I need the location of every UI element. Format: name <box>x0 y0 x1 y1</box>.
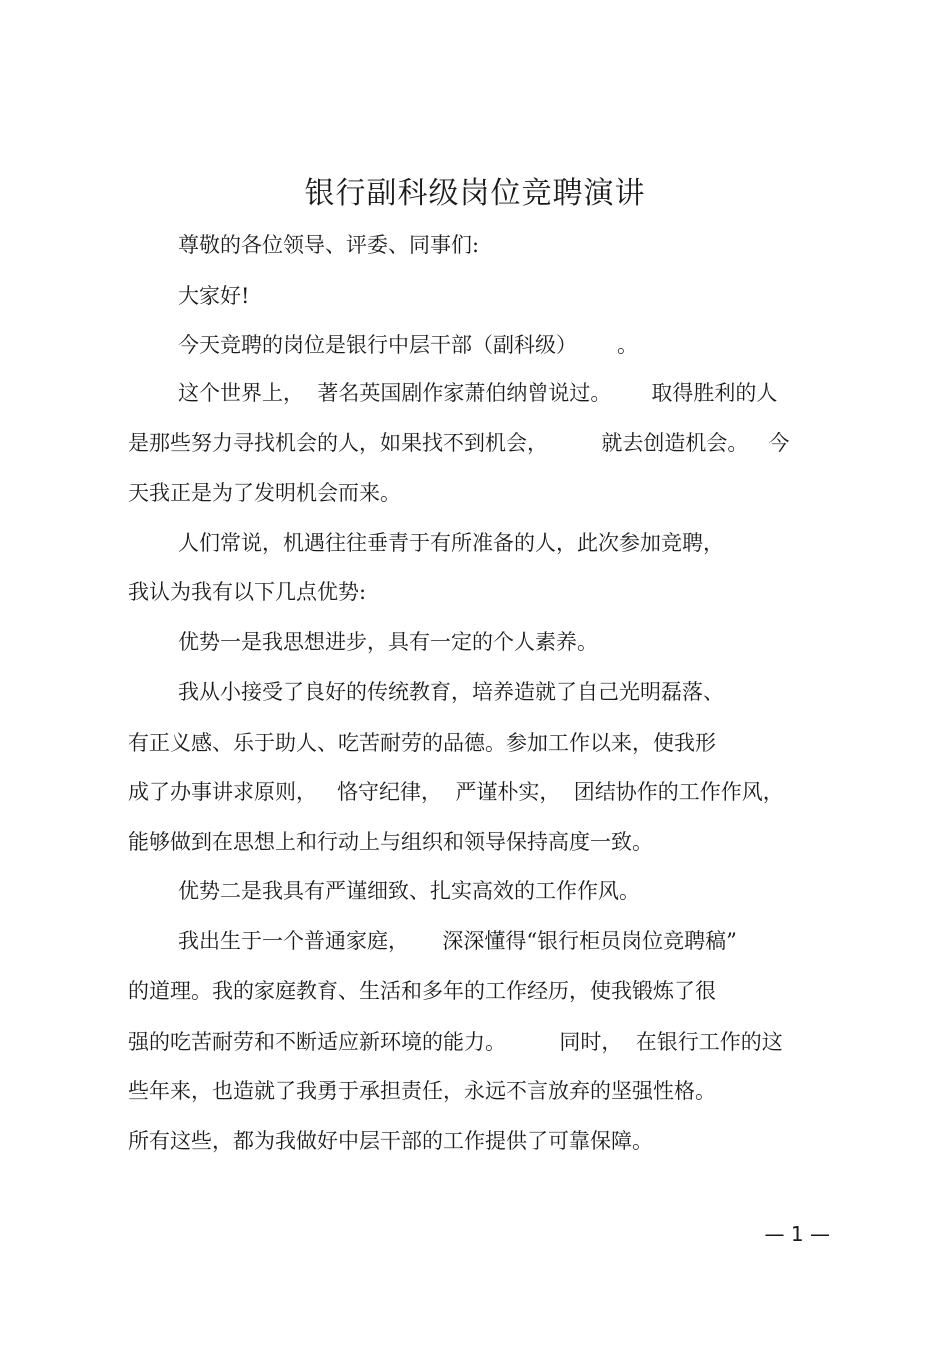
text-line: 强的吃苦耐劳和不断适应新环境的能力。 同时， 在银行工作的这 <box>128 1030 783 1054</box>
text-line: 有正义感、乐于助人、吃苦耐劳的品德。参加工作以来，使我形 <box>128 731 716 755</box>
text-line: 能够做到在思想上和行动上与组织和领导保持高度一致。 <box>128 830 653 854</box>
text-line: 所有这些，都为我做好中层干部的工作提供了可靠保障。 <box>128 1129 653 1153</box>
text-line: 我从小接受了良好的传统教育，培养造就了自己光明磊落、 <box>178 680 724 704</box>
text-line: 的道理。我的家庭教育、生活和多年的工作经历，使我锻炼了很 <box>128 979 716 1003</box>
text-line: 今天竞聘的岗位是银行中层干部（副科级） 。 <box>178 333 639 357</box>
text-line: 成了办事讲求原则， 恪守纪律， 严谨朴实， 团结协作的工作作风， <box>128 780 784 804</box>
text-line: 优势一是我思想进步，具有一定的个人素养。 <box>178 630 598 654</box>
document-title: 银行副科级岗位竞聘演讲 <box>304 176 646 211</box>
text-line: 尊敬的各位领导、评委、同事们: <box>178 233 480 257</box>
text-line: 这个世界上， 著名英国剧作家萧伯纳曾说过。 取得胜利的人 <box>178 381 778 405</box>
text-line: 我认为我有以下几点优势: <box>128 580 367 604</box>
page-number: — 1 — <box>764 1222 830 1246</box>
text-line: 优势二是我具有严谨细致、扎实高效的工作作风。 <box>178 879 640 903</box>
text-line: 天我正是为了发明机会而来。 <box>128 481 401 505</box>
text-line: 人们常说，机遇往往垂青于有所准备的人，此次参加竞聘， <box>178 531 724 555</box>
text-line: 些年来，也造就了我勇于承担责任，永远不言放弃的坚强性格。 <box>128 1079 716 1103</box>
text-line: 我出生于一个普通家庭， 深深懂得“银行柜员岗位竞聘稿” <box>178 929 737 953</box>
text-line: 大家好! <box>178 284 250 308</box>
text-line: 是那些努力寻找机会的人，如果找不到机会， 就去创造机会。 今 <box>128 431 790 455</box>
